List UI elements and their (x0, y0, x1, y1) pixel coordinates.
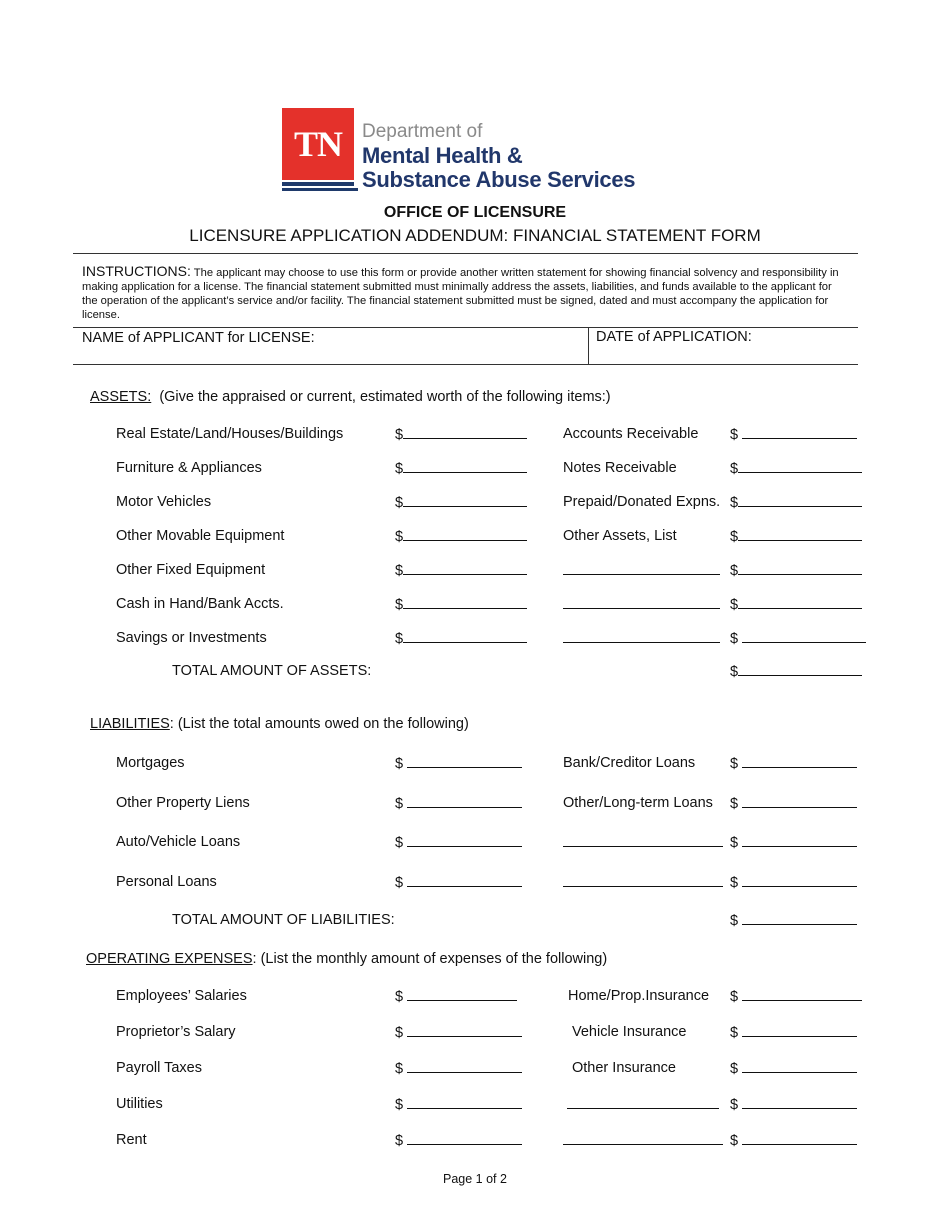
liability-label: Mortgages (116, 755, 185, 771)
blank-line (738, 663, 862, 676)
other-asset-name-field[interactable] (563, 596, 720, 613)
blank-line (403, 596, 527, 609)
expense-amount-field[interactable] (395, 1060, 522, 1077)
total-assets-label: TOTAL AMOUNT OF ASSETS: (172, 663, 372, 679)
dollar-sign: $ (730, 835, 739, 851)
expense-label: Other Insurance (572, 1060, 676, 1076)
asset-amount-field[interactable] (395, 562, 527, 579)
dollar-sign: $ (395, 461, 404, 477)
expense-label: Home/Prop.Insurance (568, 988, 710, 1004)
liabilities-heading (90, 716, 469, 732)
expense-amount-field[interactable] (730, 1024, 857, 1041)
liability-label: Other/Long-term Loans (563, 795, 713, 811)
liability-amount-field[interactable] (730, 755, 857, 772)
tn-dmhsas-logo (282, 108, 642, 192)
other-asset-name-field[interactable] (563, 562, 720, 579)
other-liability-name-field[interactable] (563, 834, 723, 851)
dollar-sign: $ (730, 563, 739, 579)
dollar-sign: $ (730, 1061, 739, 1077)
blank-line (407, 1096, 522, 1109)
liability-label: Other Property Liens (116, 795, 250, 811)
blank-line (742, 912, 857, 925)
dollar-sign: $ (395, 529, 404, 545)
logo-bar (282, 188, 358, 191)
dollar-sign: $ (395, 875, 404, 891)
dollar-sign: $ (730, 756, 739, 772)
blank-line (407, 795, 522, 808)
logo-bar (282, 182, 354, 186)
liabilities-heading-label: LIABILITIES (90, 716, 170, 732)
other-expense-name-field[interactable] (567, 1096, 719, 1113)
dollar-sign: $ (730, 427, 739, 443)
total-liabilities-label: TOTAL AMOUNT OF LIABILITIES: (172, 912, 395, 928)
expenses-heading (86, 951, 607, 967)
blank-line (742, 630, 866, 643)
blank-line (403, 528, 527, 541)
blank-line (563, 1132, 723, 1145)
blank-line (407, 755, 522, 768)
blank-line (738, 528, 862, 541)
form-title: LICENSURE APPLICATION ADDENDUM: FINANCIAL STATEMENT FORM (189, 226, 761, 245)
expense-label: Proprietor’s Salary (116, 1024, 236, 1040)
dollar-sign: $ (395, 1097, 404, 1113)
application-date-label: DATE of APPLICATION: (596, 329, 752, 345)
divider (73, 364, 858, 365)
liability-label: Personal Loans (116, 874, 217, 890)
expense-amount-field[interactable] (730, 1060, 857, 1077)
dollar-sign: $ (395, 1133, 404, 1149)
blank-line (403, 494, 527, 507)
office-title: OFFICE OF LICENSURE (383, 204, 567, 221)
dollar-sign: $ (395, 427, 404, 443)
expenses-heading-label: OPERATING EXPENSES (86, 951, 253, 967)
liability-amount-field[interactable] (730, 795, 857, 812)
asset-label: Real Estate/Land/Houses/Buildings (116, 426, 344, 442)
asset-label: Other Assets, List (563, 528, 677, 544)
liability-amount-field[interactable] (730, 874, 857, 891)
liability-amount-field[interactable] (395, 834, 522, 851)
asset-amount-field[interactable] (730, 426, 857, 443)
other-asset-name-field[interactable] (563, 630, 720, 647)
blank-line (403, 562, 527, 575)
asset-amount-field[interactable] (395, 596, 527, 613)
blank-line (742, 874, 857, 887)
expense-label: Utilities (116, 1096, 163, 1112)
expense-amount-field[interactable] (395, 988, 517, 1005)
blank-line (403, 460, 527, 473)
asset-amount-field[interactable] (730, 460, 862, 477)
asset-amount-field[interactable] (730, 494, 862, 511)
liability-label: Auto/Vehicle Loans (116, 834, 241, 850)
tn-logo-box: TN (282, 108, 354, 180)
blank-line (742, 1060, 857, 1073)
divider (588, 327, 589, 364)
asset-amount-field[interactable] (730, 528, 862, 545)
instructions-lead: INSTRUCTIONS: (82, 263, 191, 279)
dollar-sign: $ (395, 597, 404, 613)
expense-amount-field[interactable] (730, 1096, 857, 1113)
assets-note: (Give the appraised or current, estimated worth of the following items:) (159, 389, 611, 405)
asset-label: Motor Vehicles (116, 494, 212, 510)
dollar-sign: $ (730, 664, 739, 680)
blank-line (563, 562, 720, 575)
expense-amount-field[interactable] (395, 1132, 522, 1149)
blank-line (563, 630, 720, 643)
dollar-sign: $ (395, 1025, 404, 1041)
blank-line (407, 874, 522, 887)
logo-mental-health: Mental Health & (362, 143, 523, 168)
blank-line (742, 795, 857, 808)
liability-amount-field[interactable] (395, 874, 522, 891)
blank-line (403, 630, 527, 643)
total-liabilities-field[interactable] (730, 912, 857, 929)
instructions (82, 264, 842, 322)
dollar-sign: $ (730, 631, 739, 647)
expense-label: Rent (116, 1132, 147, 1148)
expense-amount-field[interactable] (730, 988, 862, 1005)
expense-amount-field[interactable] (395, 1096, 522, 1113)
dollar-sign: $ (730, 913, 739, 929)
blank-line (738, 562, 862, 575)
blank-line (563, 874, 723, 887)
dollar-sign: $ (730, 1025, 739, 1041)
blank-line (742, 834, 857, 847)
dollar-sign: $ (395, 835, 404, 851)
divider (73, 253, 858, 254)
dollar-sign: $ (730, 529, 739, 545)
asset-amount-field[interactable] (730, 562, 862, 579)
liability-amount-field[interactable] (730, 834, 857, 851)
blank-line (407, 1060, 522, 1073)
page-number: Page 1 of 2 (443, 1172, 507, 1186)
asset-label: Savings or Investments (116, 630, 267, 646)
dollar-sign: $ (395, 796, 404, 812)
asset-amount-field[interactable] (395, 460, 527, 477)
dollar-sign: $ (730, 989, 739, 1005)
asset-amount-field[interactable] (395, 426, 527, 443)
asset-label: Other Fixed Equipment (116, 562, 266, 578)
expenses-note: : (List the monthly amount of expenses of the following) (252, 951, 608, 967)
blank-line (407, 988, 517, 1001)
asset-label: Furniture & Appliances (116, 460, 262, 476)
dollar-sign: $ (395, 563, 404, 579)
blank-line (407, 1132, 522, 1145)
blank-line (407, 834, 522, 847)
other-liability-name-field[interactable] (563, 874, 723, 891)
blank-line (567, 1096, 719, 1109)
dollar-sign: $ (730, 1133, 739, 1149)
total-assets-field[interactable] (730, 663, 862, 680)
expense-amount-field[interactable] (395, 1024, 522, 1041)
blank-line (742, 988, 862, 1001)
divider (73, 327, 858, 328)
asset-label: Cash in Hand/Bank Accts. (116, 596, 284, 612)
blank-line (407, 1024, 522, 1037)
logo-substance-abuse: Substance Abuse Services (362, 167, 636, 192)
blank-line (742, 1096, 857, 1109)
expense-label: Payroll Taxes (116, 1060, 202, 1076)
dollar-sign: $ (395, 1061, 404, 1077)
assets-heading (90, 389, 611, 405)
asset-amount-field[interactable] (730, 630, 866, 647)
expense-amount-field[interactable] (730, 1132, 857, 1149)
expense-label: Employees’ Salaries (116, 988, 247, 1004)
liability-amount-field[interactable] (395, 795, 522, 812)
blank-line (742, 426, 857, 439)
asset-amount-field[interactable] (395, 630, 527, 647)
asset-label: Other Movable Equipment (116, 528, 285, 544)
applicant-name-label: NAME of APPLICANT for LICENSE: (82, 330, 315, 346)
assets-heading-label: ASSETS: (90, 389, 152, 405)
asset-amount-field[interactable] (730, 596, 862, 613)
dollar-sign: $ (730, 1097, 739, 1113)
blank-line (563, 834, 723, 847)
dollar-sign: $ (395, 989, 404, 1005)
expense-label: Vehicle Insurance (572, 1024, 687, 1040)
blank-line (742, 1024, 857, 1037)
blank-line (738, 494, 862, 507)
dollar-sign: $ (395, 756, 404, 772)
asset-label: Accounts Receivable (563, 426, 699, 442)
blank-line (738, 460, 862, 473)
liabilities-note: : (List the total amounts owed on the following) (169, 716, 469, 732)
blank-line (738, 596, 862, 609)
asset-label: Prepaid/Donated Expns. (563, 494, 721, 510)
asset-label: Notes Receivable (563, 460, 677, 476)
dollar-sign: $ (730, 495, 739, 511)
blank-line (403, 426, 527, 439)
blank-line (742, 755, 857, 768)
instructions-text: The applicant may choose to use this form or provide another written statement for showing financial solvency and responsibility in making application for a license. The financial statement submitted must minimally address the assets, liabilities, and funds available to the applicant for the operation of the applicant’s service and/or facility. The financial statement submitted must be signed, dated and must accompany the application for license. (82, 267, 839, 321)
dollar-sign: $ (730, 796, 739, 812)
liability-amount-field[interactable] (395, 755, 522, 772)
asset-amount-field[interactable] (395, 494, 527, 511)
logo-department: Department of (362, 121, 483, 142)
other-expense-name-field[interactable] (563, 1132, 723, 1149)
dollar-sign: $ (730, 461, 739, 477)
dollar-sign: $ (395, 631, 404, 647)
blank-line (742, 1132, 857, 1145)
liability-label: Bank/Creditor Loans (563, 755, 696, 771)
dollar-sign: $ (730, 875, 739, 891)
asset-amount-field[interactable] (395, 528, 527, 545)
blank-line (563, 596, 720, 609)
dollar-sign: $ (395, 495, 404, 511)
dollar-sign: $ (730, 597, 739, 613)
